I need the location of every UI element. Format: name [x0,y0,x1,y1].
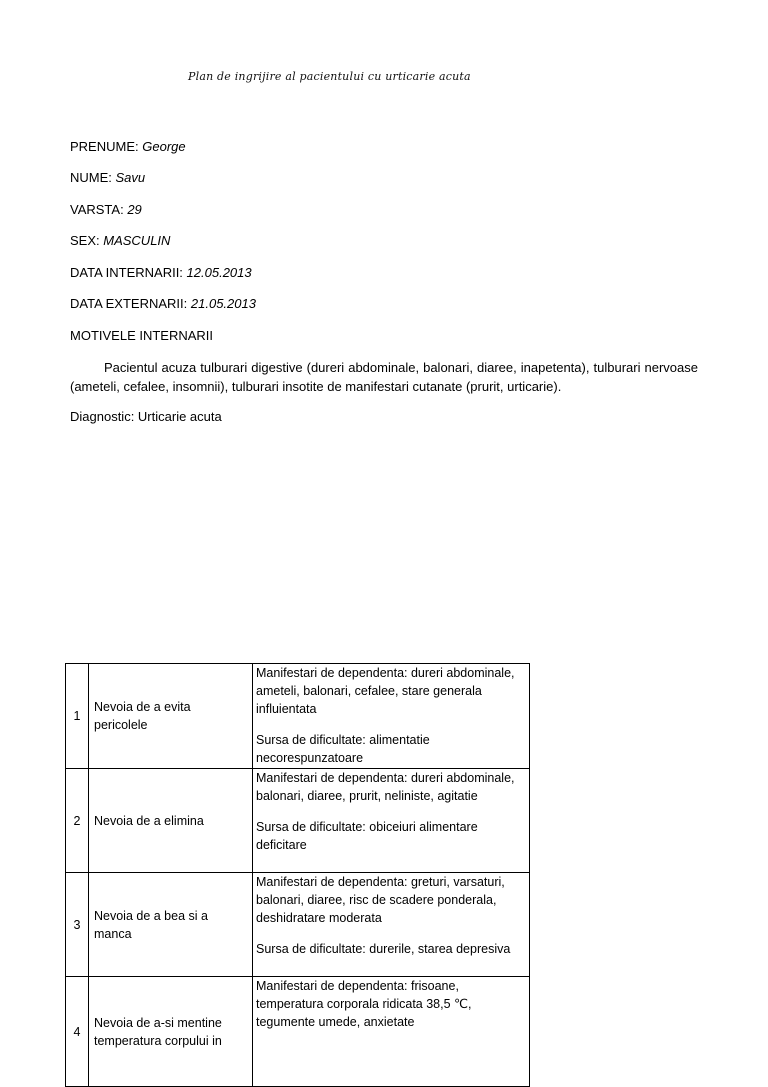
need-cell: Nevoia de a elimina [89,769,253,873]
field-value: MASCULIN [103,233,171,248]
manifestari-text: Manifestari de dependenta: frisoane, temperatura corporala ridicata 38,5 ℃, tegumente umede, anxietate [256,979,472,1029]
row-number: 1 [66,664,89,769]
field-varsta [70,202,142,218]
field-value: 12.05.2013 [186,265,252,280]
field-label: VARSTA: [70,202,124,217]
description-cell [253,664,530,769]
description-cell [253,977,530,1087]
field-sex [70,233,170,249]
sursa-text: Sursa de dificultate: durerile, starea depresiva [256,942,511,956]
row-number: 3 [66,873,89,977]
need-cell: Nevoia de a evita pericolele [89,664,253,769]
description-cell [253,769,530,873]
field-data-externarii [70,296,256,312]
row-number: 4 [66,977,89,1087]
manifestari-text: Manifestari de dependenta: greturi, varsaturi, balonari, diaree, risc de scadere ponderala, deshidratare moderata [256,875,505,925]
manifestari-text: Manifestari de dependenta: dureri abdominale, balonari, diaree, prurit, neliniste, agitatie [256,771,515,803]
diagnostic: Diagnostic: Urticarie acuta [70,409,222,424]
need-cell: Nevoia de a bea si a manca [89,873,253,977]
field-label: SEX: [70,233,100,248]
table-row [66,977,530,1087]
field-value: Savu [115,170,146,185]
field-nume [70,170,145,186]
field-prenume [70,139,186,155]
field-label: PRENUME: [70,139,139,154]
row-number: 2 [66,769,89,873]
field-label: DATA EXTERNARII: [70,296,188,311]
manifestari-text: Manifestari de dependenta: dureri abdominale, ameteli, balonari, cefalee, stare generala influientata [256,666,515,716]
care-plan-table [65,663,530,1087]
motive-paragraph: Pacientul acuza tulburari digestive (dureri abdominale, balonari, diaree, inapetenta), tulburari nervoase (ameteli, cefalee, insomnii), tulburari insotite de manifestari cutanate (prurit, urticarie). [70,360,698,394]
table-row [66,769,530,873]
field-label: DATA INTERNARII: [70,265,183,280]
field-value: George [142,139,186,154]
sursa-text: Sursa de dificultate: alimentatie necorespunzatoare [256,733,430,765]
field-value: 21.05.2013 [190,296,256,311]
description-cell [253,873,530,977]
sursa-text: Sursa de dificultate: obiceiuri alimentare deficitare [256,820,478,852]
document-title: Plan de ingrijire al pacientului cu urticarie acuta [188,70,471,83]
field-value: 29 [127,202,142,217]
field-label: NUME: [70,170,112,185]
field-data-internarii [70,265,252,281]
table-row [66,664,530,769]
motive-heading: MOTIVELE INTERNARII [70,328,214,343]
table-row [66,873,530,977]
need-cell: Nevoia de a-si mentine temperatura corpului in [89,977,253,1087]
